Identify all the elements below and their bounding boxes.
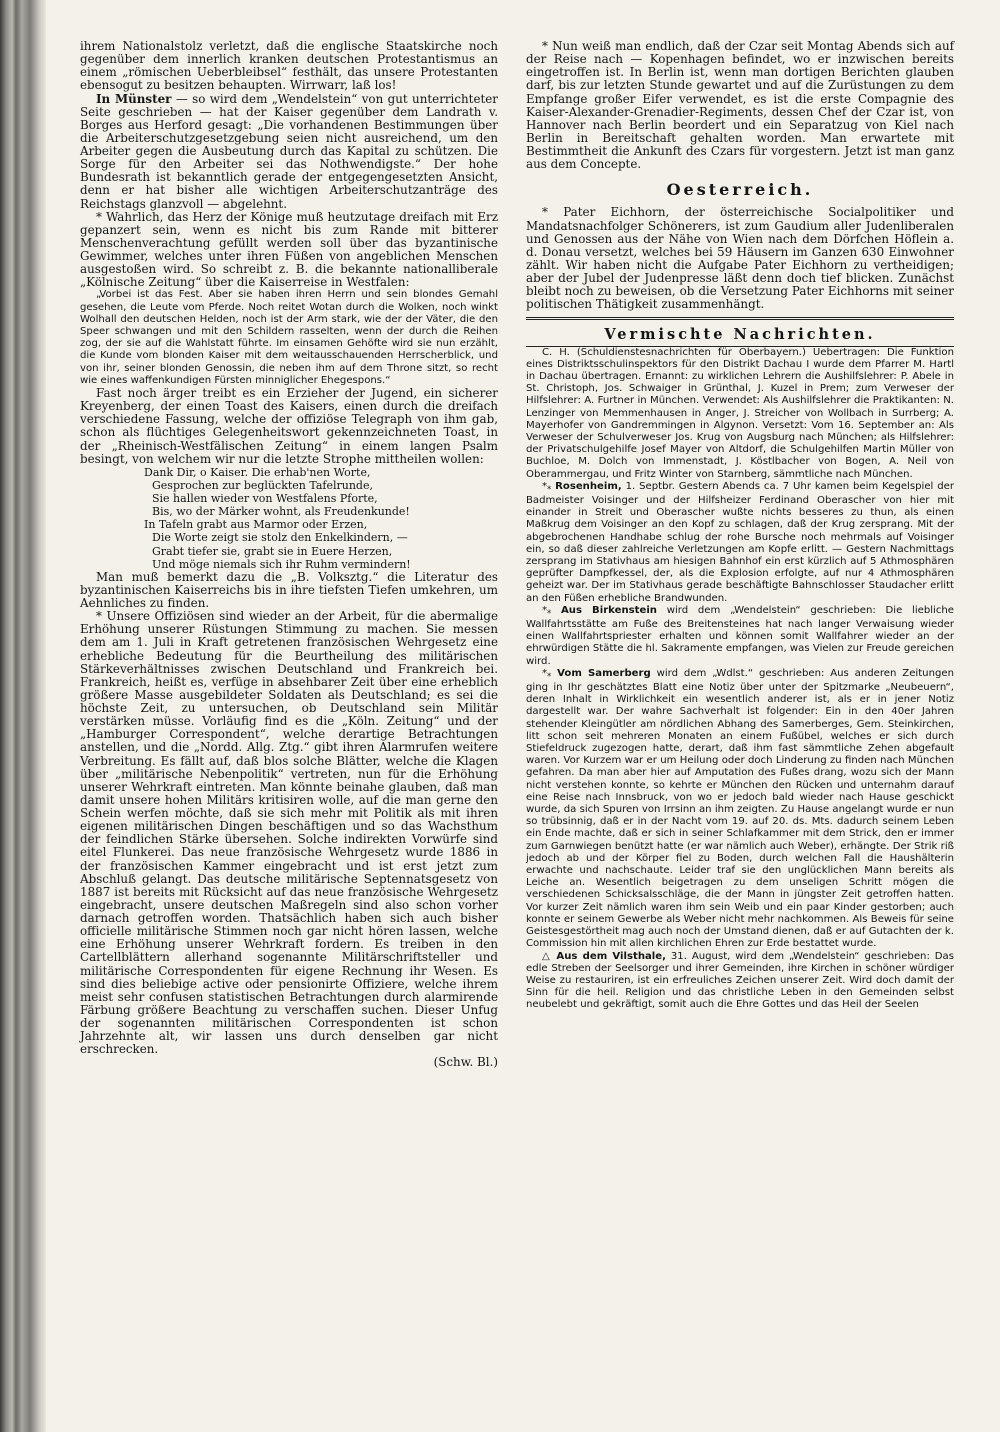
article-vilsthale: △ Aus dem Vilsthale, 31. August, wird dem „Wendelstein“ geschrieben: Das edle Streben der Seelsorger und ihrer Gemeinden, ihre Kirchen in schöner würdiger Weise zu restauriren, ist ein erfreuliches Zeichen unserer Zeit. Wird doch damit der Sinn für die heil. Religion und das christliche Leben in den Gemeinden selbst neubelebt und gekräftigt, somit auch die Ehre Gottes und das Heil der Seelen: [526, 950, 954, 1011]
article-nationalstolz: ihrem Nationalstolz verletzt, daß die englische Staatskirche noch gegenüber dem innerlich kranken deutschen Protestantismus an einem „römischen Ueberbleibsel“ festhält, das unsere Protestanten ebensogut zu besitzen behaupten. Wirrwarr, laß los!: [80, 39, 498, 93]
article-lead: Vom Samerberg: [557, 667, 651, 679]
article-pater-eichhorn: * Pater Eichhorn, der österreichische Socialpolitiker und Mandatsnachfolger Schönerers, ist zum Gaudium aller Judenliberalen und Genossen aus der Nähe von Wien nach dem Dörfchen Höflein a. d. Donau versetzt, welches bei 59 Häusern im Ganzen 630 Einwohner zählt. Wir haben nicht die Aufgabe Pater Eichhorn zu vertheidigen; aber der Jubel der Judenpresse läßt denn doch tief blicken. Zunächst bleibt noch zu beweisen, ob die Versetzung Pater Eichhorns mit seiner politischen Thätigkeit zusammenhängt.: [526, 205, 954, 312]
article-kaiserreise: * Wahrlich, das Herz der Könige muß heutzutage dreifach mit Erz gepanzert sein, wenn es nicht bis zum Rande mit bitterer Menschenverachtung gefüllt werden soll über das byzantinische Gewimmer, welches unter ihren Füßen von angeblichen Menschen ausgestoßen wird. So schreibt z. B. die bekannte nationalliberale „Kölnische Zeitung“ über die Kaiserreise in Westfalen:: [80, 209, 498, 290]
article-rosenheim: $*_*$ Rosenheim, 1. Septbr. Gestern Abends ca. 7 Uhr kamen beim Kegelspiel der Badmeister Voisinger und der Hilfsheizer Ferdinand Oberascher von hier mit einander in Streit und Oberascher wußte nichts besseres zu thun, als einen Maßkrug dem Voisinger an den Kopf zu schlagen, daß der Krug zersprang. Mit der abgebrochenen Handhabe schlug der rohe Bursche noch mehrmals auf Voisinger ein, so daß dieser zahlreiche Verletzungen am Kopfe erlitt. — Gestern Nachmittags zersprang im Stativhaus am hiesigen Bahnhof ein erst kürzlich auf 5 Athmosphären geprüfter Dampfkessel, der, als die Explosion erfolgte, auf nur 4 Athmosphären geheizt war. Der im Stativhaus gerade beschäftigte Bahnschlosser Staudacher erlitt an den Füßen erhebliche Brandwunden.: [526, 480, 954, 604]
article-lead: Aus Birkenstein: [561, 604, 657, 616]
poem-line: Gesprochen zur beglückten Tafelrunde,: [152, 478, 373, 492]
poem-line: Sie hallen wieder von Westfalens Pforte,: [152, 492, 378, 505]
poem-line: In Tafeln grabt aus Marmor oder Erzen,: [144, 518, 368, 532]
left-column: [80, 40, 498, 1070]
poem-line: Und möge niemals sich ihr Ruhm vermindern!: [152, 557, 411, 571]
section-heading-vermischte: Vermischte Nachrichten.: [604, 326, 876, 344]
article-lead: Aus dem Vilsthale,: [556, 950, 666, 962]
right-column: [526, 40, 954, 1012]
article-offizioese: * Unsere Offiziösen sind wieder an der Arbeit, für die abermalige Erhöhung unserer Rüstungen Stimmung zu machen. Sie messen dem am 1. Juli in Kraft getretenen französischen Wehrgesetz eine erhebliche Bedeutung für die Beurtheilung des militärischen Stärkeverhältnisses zwischen Deutschland und Frankreich bei. Frankreich, heißt es, verfüge in absehbarer Zeit über eine erheblich größere Masse ausgebildeter Soldaten als Deutschland; es sei die höchste Zeit, zu untersuchen, ob Deutschland sein Militär verstärken müsse. Vorläufig find es die „Köln. Zeitung“ und der „Hamburger Correspondent“, welche derartige Betrachtungen anstellen, und die „Nordd. Allg. Ztg.“ gibt ihren Alarmrufen weitere Verbreitung. Es fällt auf, daß blos solche Blätter, welche die Klagen über „militärische Nebenpolitik“ vertreten, nun für die Erhöhung unserer Wehrkraft eintreten. Man könnte beinahe glauben, daß man damit unsere hohen Militärs kritisiren wolle, auf die man gerne den Schein werfen möchte, daß sie sich mehr mit Politik als mit ihren eigenen militärischen Dingen beschäftigen und so das Wachsthum der feindlichen Stärke übersehen. Solche indirekten Vorwürfe sind eitel Flunkerei. Das neue französische Wehrgesetz wurde 1886 in der französischen Kammer eingebracht und ist erst jetzt zum Abschluß gelangt. Das deutsche militärische Septennatsgesetz von 1887 ist bereits mit Rücksicht auf das neue französische Wehrgesetz eingebracht, unsere deutschen Maßregeln sind also schon vorher darnach getroffen worden. Thatsächlich haben sich auch bisher officielle militärische Stimmen noch gar nicht hören lassen, welche eine Erhöhung unserer Wehrkraft fordern. Es treiben in den Cartellblättern allerhand sogenannte Militärschriftsteller und militärische Correspondenten für eigene Rechnung ihr Wesen. Es sind dies beliebige active oder pensionirte Offiziere, welche ihrem meist sehr confusen statistischen Betrachtungen durch alarmirende Färbung größere Beachtung zu verschaffen suchen. Dieser Unfug der sogenannten militärischen Correspondenten ist schon Jahrzehnte alt, wir lassen uns durch denselben gar nicht erschrecken.: [80, 609, 498, 1057]
article-schuldienst: C. H. (Schuldienstesnachrichten für Oberbayern.) Uebertragen: Die Funktion eines Distriktsschulinspektors für den Distrikt Dachau I wurde dem Pfarrer M. Hartl in Dachau übertragen. Ernannt: zu wirklichen Lehrern die Aushilfslehrer: P. Abele in St. Christoph, Jos. Schwaiger in Grünthal, J. Kuzel in Prem; zum Verweser der Hilfslehrer: A. Furtner in München. Verwendet: Als Aushilfslehrer die Praktikanten: N. Lenzinger von Memmenhausen in Anger, J. Streicher von Wollbach in Surrberg; A. Mayerhofer von Gandremmingen in Algynon. Versetzt: Vom 16. September an: Als Verweser der Schulverweser Jos. Krug von Augsburg nach München; als Hilfslehrer: der Privatschulgehilfe Josef Mayer von Altdorf, die Schulgehilfen Martin Müller von Buchloe, M. Dolch von Immenstadt, J. Köstlbacher von Bogen, A. Neil von Oberammergau, und Fritz Winter von Starnberg, sämmtliche nach München.: [526, 346, 954, 480]
article-czar: * Nun weiß man endlich, daß der Czar seit Montag Abends sich auf der Reise nach — Kopenhagen befindet, wo er inzwischen bereits eingetroffen ist. In Berlin ist, wenn man dortigen Berichten glauben darf, bis zur letzten Stunde gewartet und auf die Zurüstungen zu dem Empfange großer Eifer verwendet, es ist die erste Compagnie des Kaiser-Alexander-Grenadier-Regiments, dessen Chef der Czar ist, von Hannover nach Berlin beordert und ein Separatzug von Kiel nach Berlin in Bereitschaft gehalten worden. Man erwartete mit Bestimmtheit die Ankunft des Czars für vorgestern. Jetzt ist man ganz aus dem Concepte.: [526, 39, 954, 172]
section-heading-oesterreich: Oesterreich.: [666, 180, 814, 200]
book-binding-edge: [0, 0, 46, 1432]
article-kreyenberg: Fast noch ärger treibt es ein Erzieher der Jugend, ein sicherer Kreyenberg, der einen Toast des Kaisers, einen durch die dreifach verschiedene Fassung, welche der offiziöse Telegraph von ihm gab, schon als flüchtiges Gelegenheitswort gekennzeichneten Toast, in der „Rheinisch-Westfälischen Zeitung“ in einem langen Psalm besingt, von welchem wir nur die letzte Strophe mittheilen wollen:: [80, 386, 498, 466]
article-birkenstein: $*_*$ Aus Birkenstein wird dem „Wendelstein“ geschrieben: Die liebliche Wallfahrtsstätte am Fuße des Breitensteines hat nach langer Verwaisung wieder einen Wallfahrtspriester erhalten und können somit Wallfahrer wieder an der ehrwürdigen Stätte die hl. Sakramente empfangen, was Vielen zur Freude gereichen wird.: [526, 604, 955, 667]
article-lead: Rosenheim,: [555, 480, 622, 492]
quote-koelnische-zeitung: „Vorbei ist das Fest. Aber sie haben ihren Herrn und sein blondes Gemahl gesehen, die Leute vom Pferde. Noch reitet Wotan durch die Wolken, noch winkt Wolhall den deutschen Helden, noch ist der Arm stark, wie der der Väter, die den Speer schwangen und mit den Schildern rasselten, wenn der durch die Reihen zog, der sie auf die Wahlstatt führte. Im einsamen Gehöfte wird sie nun erzählt, die Kunde vom blonden Kaiser mit dem weitausschauenden Herrscherblick, und von ihr, seiner blonden Genossin, die neben ihm auf dem Throne sitzt, so recht wie eines waffenkundigen Fürsten minniglicher Ehegespons.“: [80, 289, 498, 386]
section-divider: [526, 317, 954, 320]
article-lead: In Münster: [96, 91, 172, 106]
article-source: (Schw. Bl.): [433, 1055, 498, 1070]
poem-stanza: [144, 466, 498, 571]
poem-line: Grabt tiefer sie, grabt sie in Euere Herzen,: [152, 544, 393, 558]
poem-line: Die Worte zeigt sie stolz den Enkelkindern, —: [152, 531, 408, 545]
article-samerberg: $*_*$ Vom Samerberg wird dem „Wdlst.“ geschrieben: Aus anderen Zeitungen ging in Ihr geschätztes Blatt eine Notiz über unter der Spitzmarke „Neubeuern“, deren Inhalt in Wirklichkeit ein wesentlich anderer ist, als er in jener Notiz dargestellt war. Der wahre Sachverhalt ist folgender: Ein in den 40er Jahren stehender Kleingütler am nördlichen Abhang des Samerberges, Gem. Steinkirchen, litt schon seit mehreren Monaten an einem Fußübel, welches er sich durch Stiefeldruck zugezogen hatte, derart, daß ihm fast sämmtliche Zehen abgefault waren. Vor Kurzem war er um Heilung oder doch Linderung zu finden nach München gefahren. Da man aber hier auf Amputation des Fußes drang, wozu sich der Mann nicht verstehen konnte, so kehrte er München den Rücken und unternahm darauf eine Reise nach Innsbruck, von wo er jedoch bald wieder nach Hause geschickt wurde, da sich Spuren von Irrsinn an ihm zeigten. Zu Hause angelangt wurde er nun so trübsinnig, daß er in der Nacht vom 19. auf 20. ds. Mts. dadurch seinem Leben ein Ende machte, daß er sich in seiner Schlafkammer mit dem Strick, den er immer zum Garnwiegen benützt hatte (er war nämlich auch Weber), erhängte. Der Strik riß jedoch ab und der Körper fiel zu Boden, durch welchen Fall die Haushälterin erwachte und nachschaute. Leider traf sie den unglücklichen Mann bereits als Leiche an. Wesentlich beigetragen zu dem unseligen Schritt mögen die verschiedenen Schicksalsschläge, die der Mann in jüngster Zeit getroffen hatten. Vor kurzer Zeit nämlich waren ihm sein Weib und ein paar Kinder gestorben; auch konnte er seinem Gewerbe als Weber nicht mehr nachkommen. Als Beweis für seine Geistesgestörtheit mag auch noch der Umstand dienen, daß er auf Gutachten der k. Commission hin mit allen kirchlichen Ehren zur Erde bestattet wurde.: [526, 667, 954, 950]
article-volksztg-comment: Man muß bemerkt dazu die „B. Volksztg.“ die Literatur des byzantinischen Kaiserreichs bis in ihre tiefsten Tiefen umkehren, um Aehnliches zu finden.: [80, 569, 498, 610]
poem-line: Bis, wo der Märker wohnt, als Freudenkunde!: [152, 505, 410, 519]
poem-line: Dank Dir, o Kaiser. Die erhab'nen Worte,: [144, 465, 371, 479]
article-muenster: In Münster — so wird dem „Wendelstein“ von gut unterrichteter Seite geschrieben — hat der Kaiser gegenüber dem Landrath v. Borges aus Herford gesagt: „Die vorhandenen Bestimmungen über die Arbeiterschutzgesetzgebung seien nicht ausreichend, um den Arbeiter gegen die Ausbeutung durch das Kapital zu schützen. Die Sorge für den Arbeiter sei das Nothwendigste.“ Der hohe Bundesrath ist bekanntlich gerade der entgegengesetzten Ansicht, denn er hat bisher alle wichtigen Arbeiterschutzanträge des Reichstags glanzvoll — abgelehnt.: [80, 91, 498, 211]
